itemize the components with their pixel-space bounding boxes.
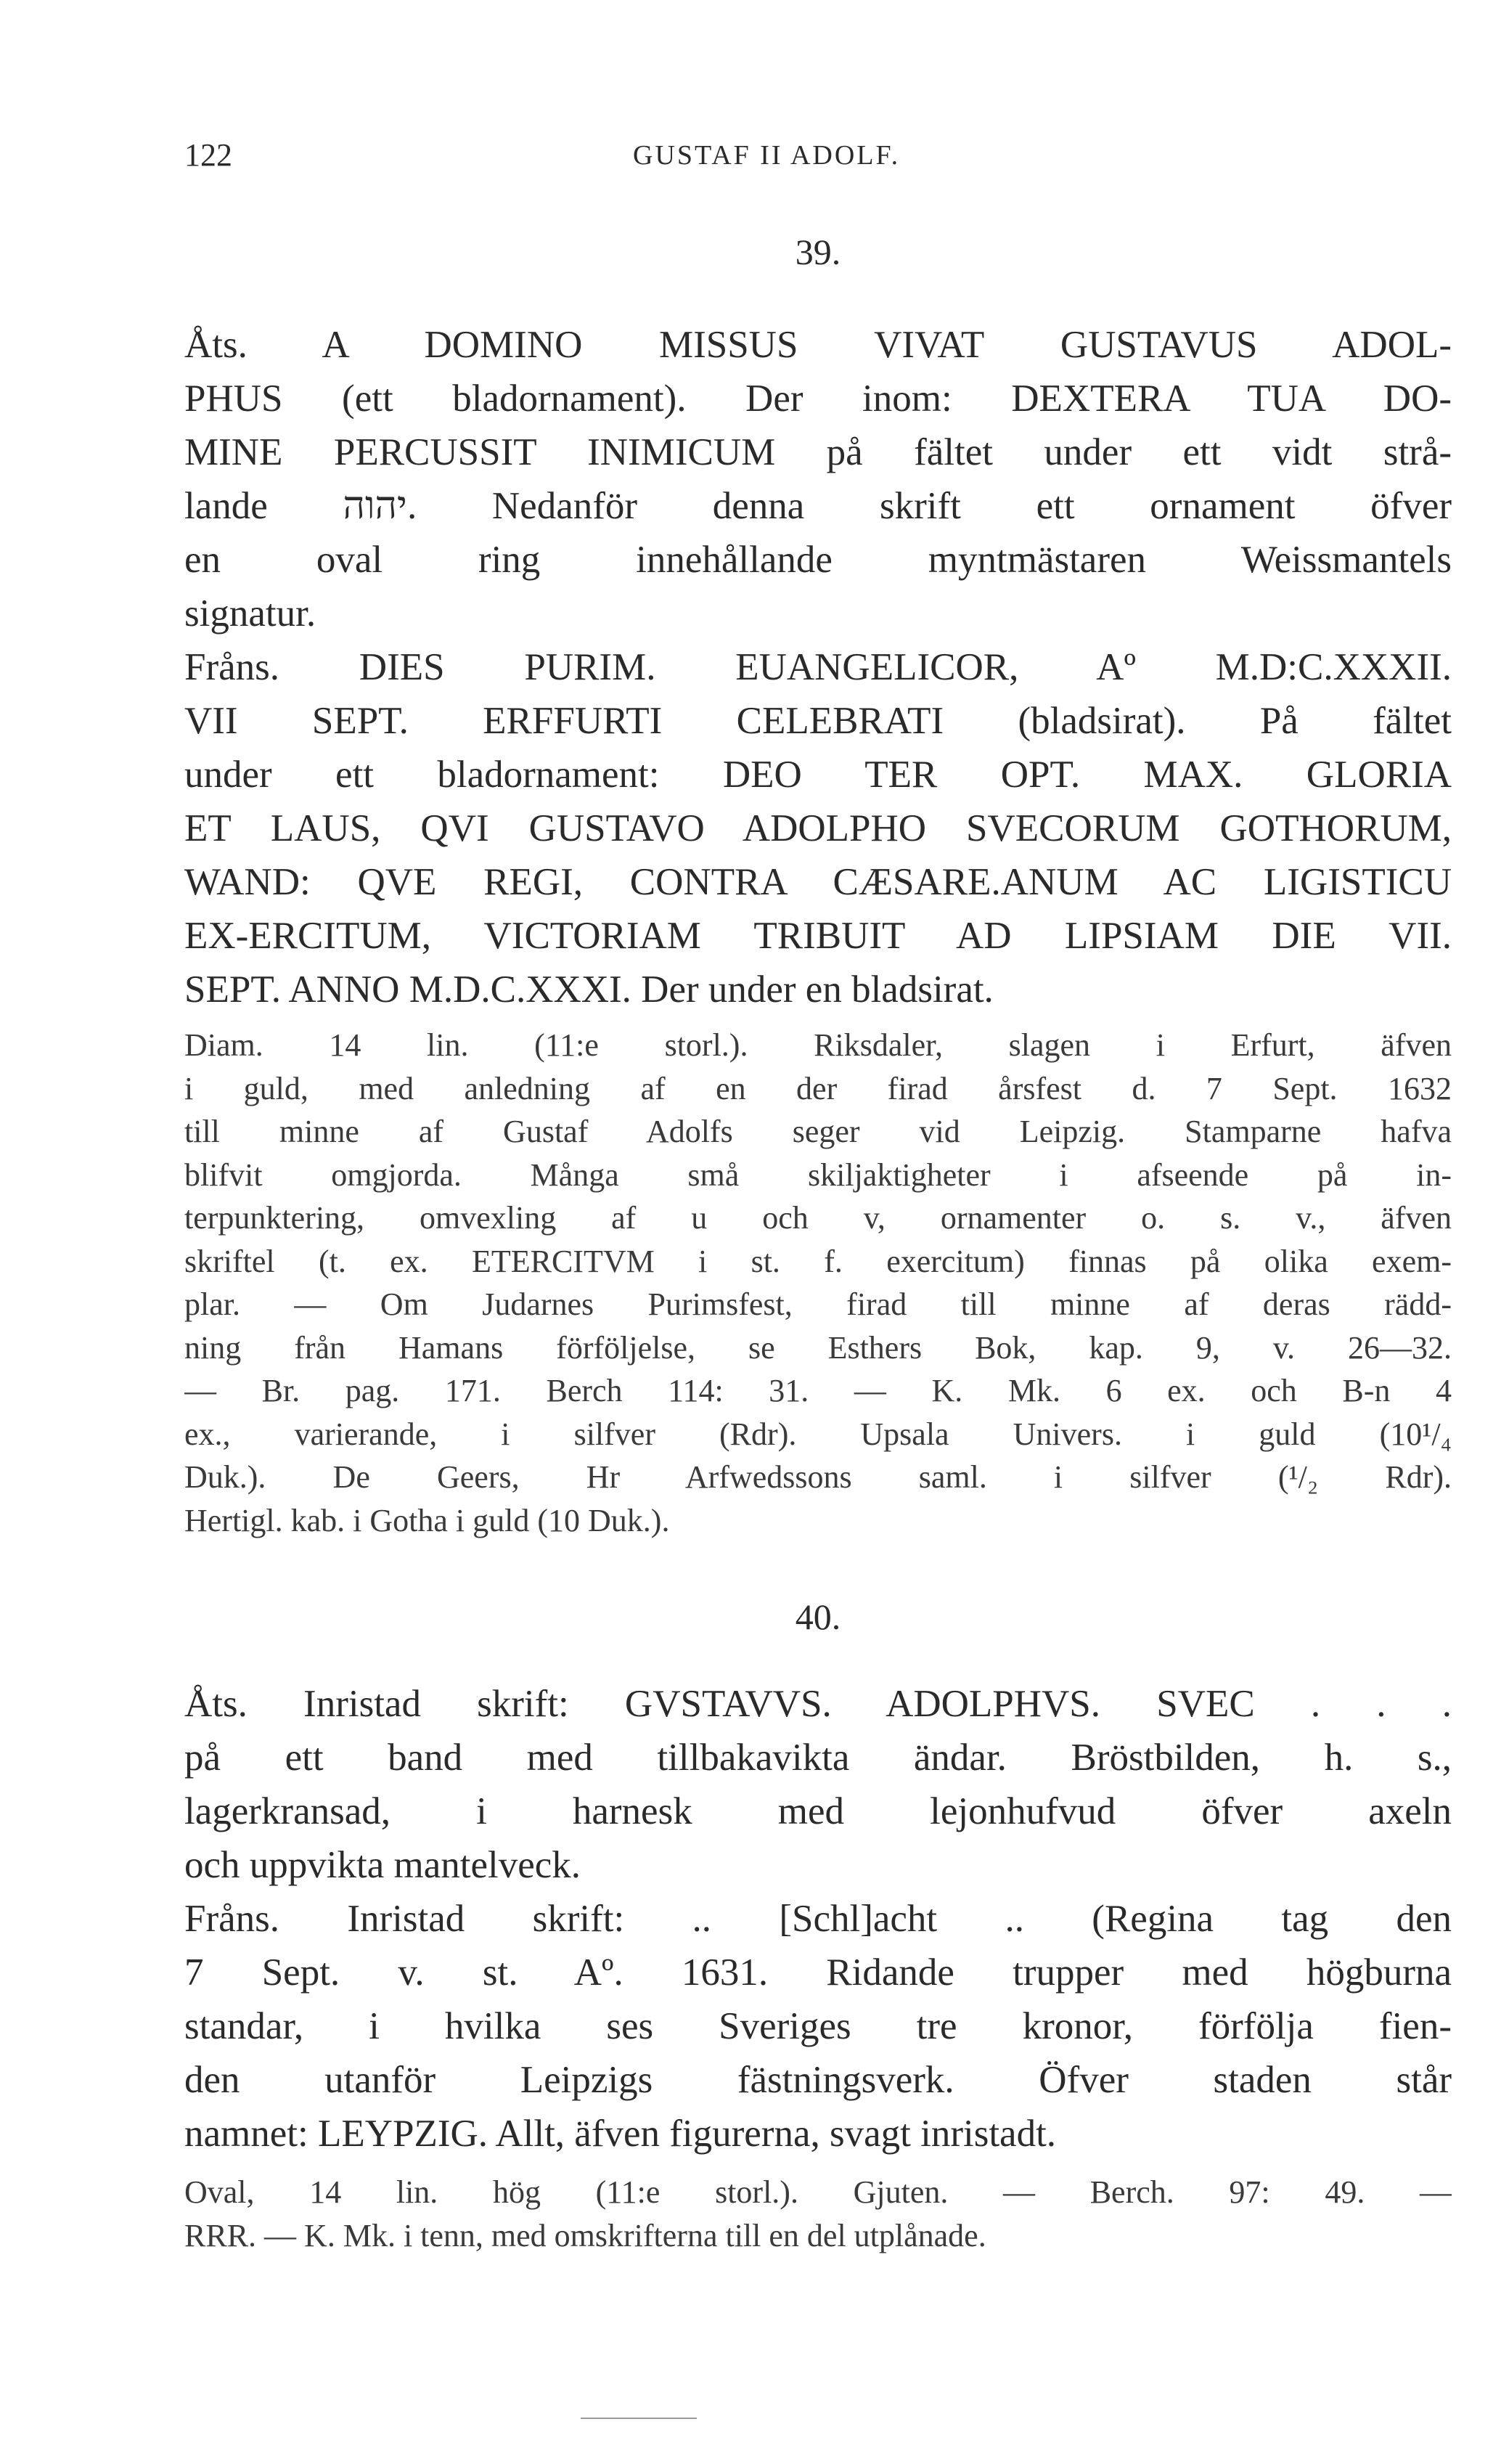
text-line: och uppvikta mantelveck.	[184, 1844, 581, 1886]
note-line: Diam. 14 lin. (11:e storl.). Riksdaler, slagen i Erfurt, äfven	[184, 1027, 1452, 1063]
note-line: blifvit omgjorda. Många små skiljaktigheter i afseende på in-	[184, 1156, 1452, 1193]
note-line: ning från Hamans förföljelse, se Esthers Bok, kap. 9, v. 26—32.	[184, 1329, 1452, 1366]
coin-description	[184, 1677, 1452, 2161]
section-number: 40.	[795, 1596, 841, 1637]
text-line: lagerkransad, i harnesk med lejonhufvud öfver axeln	[184, 1790, 1452, 1832]
coin-description	[184, 318, 1452, 1016]
note-line: — Br. pag. 171. Berch 114: 31. — K. Mk. 6 ex. och B-n 4	[184, 1373, 1452, 1408]
text-line: namnet: LEYPZIG. Allt, äfven figurerna, svagt inristadt.	[184, 2113, 1057, 2155]
text-line: PHUS (ett bladornament). Der inom: DEXTERA TUA DO-	[184, 378, 1452, 420]
running-title: GUSTAF II ADOLF.	[633, 140, 901, 171]
bottom-rule	[581, 2418, 697, 2419]
note-line: terpunktering, omvexling af u och v, ornamenter o. s. v., äfven	[184, 1200, 1452, 1236]
text-line: WAND: QVE REGI, CONTRA CÆSARE.ANUM AC LIGISTICU	[184, 861, 1452, 903]
note-line: RRR. — K. Mk. i tenn, med omskrifterna till en del utplånade.	[184, 2217, 986, 2253]
text-line: SEPT. ANNO M.D.C.XXXI. Der under en bladsirat.	[184, 968, 994, 1011]
coin-note	[184, 2171, 1452, 2257]
text-line: EX-ERCITUM, VICTORIAM TRIBUIT AD LIPSIAM DIE VII.	[184, 915, 1452, 957]
text-line: VII SEPT. ERFFURTI CELEBRATI (bladsirat). På fältet	[184, 700, 1452, 742]
text-line: en oval ring innehållande myntmästaren Weissmantels	[184, 539, 1452, 581]
text-line: Åts. Inristad skrift: GVSTAVVS. ADOLPHVS. SVEC . . .	[184, 1683, 1452, 1725]
text-line: under ett bladornament: DEO TER OPT. MAX. GLORIA	[184, 754, 1452, 796]
text-line: signatur.	[184, 592, 316, 635]
note-line: ex., varierande, i silfver (Rdr). Upsala Univers. i guld (10¹/₄	[184, 1416, 1452, 1452]
note-line: i guld, med anledning af en der firad årsfest d. 7 Sept. 1632	[184, 1070, 1452, 1106]
note-line: plar. — Om Judarnes Purimsfest, firad till minne af deras rädd-	[184, 1286, 1452, 1322]
note-line: skriftel (t. ex. ETERCITVM i st. f. exercitum) finnas på olika exem-	[184, 1243, 1452, 1279]
note-line: Hertigl. kab. i Gotha i guld (10 Duk.).	[184, 1502, 670, 1538]
page-header	[184, 136, 1452, 180]
text-line: Fråns. DIES PURIM. EUANGELICOR, Aº M.D:C.XXXII.	[184, 646, 1452, 688]
note-line: Oval, 14 lin. hög (11:e storl.). Gjuten. — Berch. 97: 49. —	[184, 2174, 1452, 2210]
text-line: 7 Sept. v. st. Aº. 1631. Ridande trupper med högburna	[184, 1951, 1452, 1994]
section-number: 39.	[795, 232, 841, 272]
text-line: ET LAUS, QVI GUSTAVO ADOLPHO SVECORUM GOTHORUM,	[184, 807, 1452, 849]
text-line: lande יהוה. Nedanför denna skrift ett ornament öfver	[184, 485, 1452, 527]
text-line: Fråns. Inristad skrift: .. [Schl]acht .. (Regina tag den	[184, 1898, 1452, 1940]
text-line: MINE PERCUSSIT INIMICUM på fältet under ett vidt strå-	[184, 431, 1452, 473]
page-number: 122	[184, 137, 232, 173]
text-line: standar, i hvilka ses Sveriges tre kronor, förfölja fien-	[184, 2005, 1452, 2047]
coin-note	[184, 1024, 1452, 1542]
text-line: Åts. A DOMINO MISSUS VIVAT GUSTAVUS ADOL-	[184, 324, 1452, 366]
note-line: till minne af Gustaf Adolfs seger vid Leipzig. Stamparne hafva	[184, 1114, 1452, 1149]
text-line: på ett band med tillbakavikta ändar. Bröstbilden, h. s.,	[184, 1737, 1452, 1779]
text-line: den utanför Leipzigs fästningsverk. Öfver staden står	[184, 2059, 1452, 2101]
note-line: Duk.). De Geers, Hr Arfwedssons saml. i silfver (¹/₂ Rdr).	[184, 1459, 1452, 1495]
